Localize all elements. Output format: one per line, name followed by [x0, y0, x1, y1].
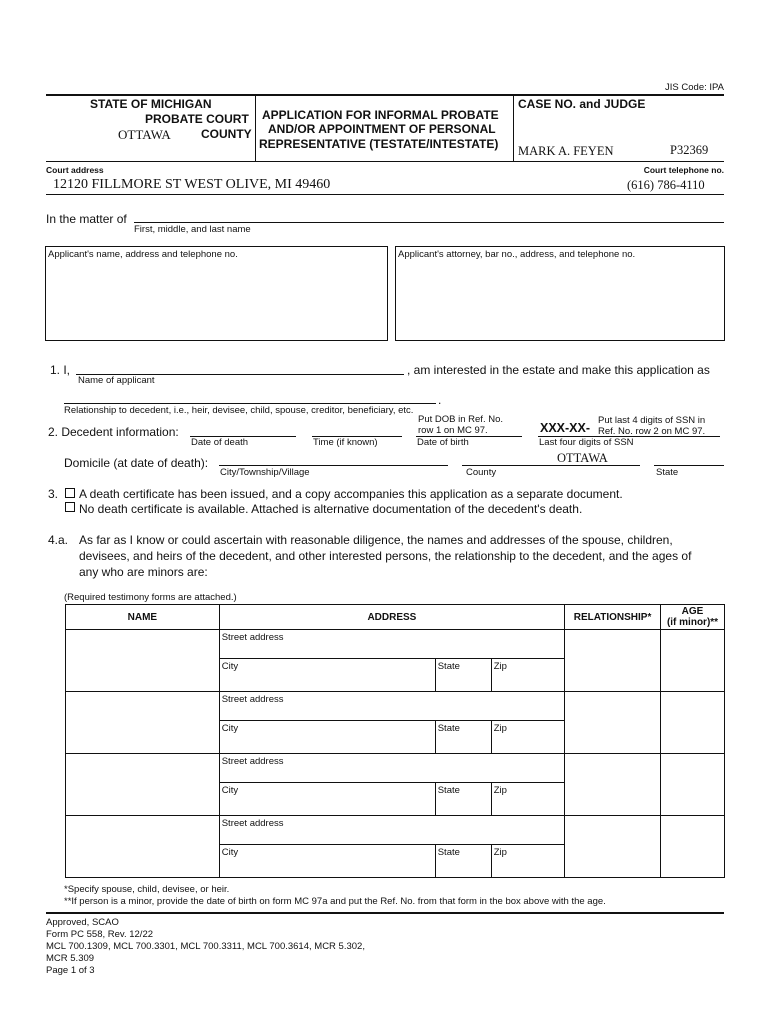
street-label: Street address	[221, 694, 284, 705]
address-cell	[219, 816, 564, 878]
address-cell	[219, 692, 564, 754]
relationship-period: .	[438, 393, 442, 407]
decedent-name-sublabel: First, middle, and last name	[134, 224, 251, 235]
court-address-label: Court address	[46, 165, 104, 175]
table-row	[66, 816, 725, 878]
footer-page: Page 1 of 3	[46, 965, 95, 976]
ssn-prefix: XXX-XX-	[540, 421, 591, 435]
age-cell[interactable]	[661, 754, 725, 816]
county-sublabel: County	[466, 467, 497, 478]
table-header-row	[66, 605, 725, 630]
table-row	[66, 754, 725, 816]
table-row	[66, 630, 725, 692]
applicant-name-sublabel: Name of applicant	[78, 375, 155, 386]
form-title-2: AND/OR APPOINTMENT OF PERSONAL	[268, 122, 496, 136]
county-name: OTTAWA	[118, 127, 171, 142]
state-label: State	[437, 785, 460, 796]
state-label: State	[437, 847, 460, 858]
decedent-name-field[interactable]	[134, 222, 724, 223]
state-cell[interactable]	[435, 721, 491, 753]
street-label: Street address	[221, 632, 284, 643]
relationship-field[interactable]	[64, 403, 436, 404]
table-row	[66, 692, 725, 754]
item3-option2: No death certificate is available. Attached is alternative documentation of the decedent's death.	[79, 502, 583, 516]
state-cell[interactable]	[435, 845, 491, 877]
header-bottom-rule	[46, 161, 724, 162]
city-field[interactable]	[219, 465, 448, 466]
address-rule	[46, 194, 724, 195]
case-judge-label: CASE NO. and JUDGE	[518, 97, 646, 111]
no-certificate-checkbox[interactable]	[65, 502, 75, 512]
county-label: COUNTY	[201, 127, 252, 141]
name-cell[interactable]	[66, 816, 220, 878]
item1-text: , am interested in the estate and make this application as	[407, 363, 710, 377]
street-field[interactable]	[220, 692, 564, 721]
city-label: City	[221, 847, 239, 858]
relationship-sublabel: Relationship to decedent, i.e., heir, devisee, child, spouse, creditor, beneficiary, etc.	[64, 405, 414, 416]
time-label: Time (if known)	[313, 437, 378, 448]
death-certificate-checkbox[interactable]	[65, 488, 75, 498]
address-cell	[219, 630, 564, 692]
relationship-cell[interactable]	[565, 630, 661, 692]
item4-text-2: devisees, and heirs of the decedent, and other interested persons, the relationship to the decedent, and the ages of	[79, 549, 692, 563]
item3-option1: A death certificate has been issued, and a copy accompanies this application as a separate document.	[79, 487, 623, 501]
state-cell[interactable]	[435, 659, 491, 691]
item4-text-3: any who are minors are:	[79, 565, 208, 579]
name-cell[interactable]	[66, 692, 220, 754]
header-top-rule	[46, 94, 724, 96]
state-field[interactable]	[654, 465, 724, 466]
state-label: State	[437, 723, 460, 734]
age-cell[interactable]	[661, 630, 725, 692]
interested-persons-table	[65, 604, 725, 878]
attorney-box-label: Applicant's attorney, bar no., address, and telephone no.	[398, 249, 636, 260]
court-label: PROBATE COURT	[145, 112, 249, 126]
ssn-note-1: Put last 4 digits of SSN in	[598, 415, 706, 426]
county-field[interactable]	[462, 465, 640, 466]
judge-bar-no: P32369	[670, 143, 709, 157]
footer-mcr: MCR 5.309	[46, 953, 95, 964]
ssn-note-2: Ref. No. row 2 on MC 97.	[598, 426, 706, 437]
judge-name: MARK A. FEYEN	[518, 144, 614, 158]
header-age-l1: AGE	[681, 606, 704, 617]
header-divider-right	[513, 95, 514, 161]
city-label: City	[221, 723, 239, 734]
name-cell[interactable]	[66, 630, 220, 692]
state-sublabel: State	[656, 467, 679, 478]
matter-label: In the matter of	[46, 212, 127, 226]
domicile-label: Domicile (at date of death):	[64, 456, 209, 470]
court-phone-label: Court telephone no.	[643, 165, 724, 175]
zip-cell[interactable]	[491, 845, 564, 877]
relationship-cell[interactable]	[565, 816, 661, 878]
footer-form-no: Form PC 558, Rev. 12/22	[46, 929, 154, 940]
city-sublabel: City/Township/Village	[220, 467, 310, 478]
street-field[interactable]	[220, 816, 564, 845]
footer-rule	[46, 912, 724, 914]
header-relationship: RELATIONSHIP*	[565, 605, 661, 630]
zip-label: Zip	[493, 785, 507, 796]
relationship-cell[interactable]	[565, 692, 661, 754]
item1-number: 1. I,	[50, 363, 71, 377]
age-cell[interactable]	[661, 692, 725, 754]
zip-cell[interactable]	[491, 659, 564, 691]
zip-label: Zip	[493, 847, 507, 858]
age-cell[interactable]	[661, 816, 725, 878]
header-address: ADDRESS	[219, 605, 564, 630]
item2-label: 2. Decedent information:	[48, 425, 179, 439]
zip-label: Zip	[493, 661, 507, 672]
testimony-note: (Required testimony forms are attached.)	[64, 592, 237, 603]
applicant-box-label: Applicant's name, address and telephone no.	[48, 249, 238, 260]
city-label: City	[221, 661, 239, 672]
state-cell[interactable]	[435, 783, 491, 815]
state-label: State	[437, 661, 460, 672]
applicant-info-box[interactable]	[45, 246, 388, 341]
item4-number: 4.a.	[48, 533, 69, 547]
header-age-l2: (if minor)**	[666, 617, 719, 628]
form-title-1: APPLICATION FOR INFORMAL PROBATE	[262, 108, 499, 122]
date-of-death-label: Date of death	[191, 437, 249, 448]
footnote-1: *Specify spouse, child, devisee, or heir.	[64, 884, 230, 895]
footer-mcl: MCL 700.1309, MCL 700.3301, MCL 700.3311, MCL 700.3614, MCR 5.302,	[46, 941, 365, 952]
zip-label: Zip	[493, 723, 507, 734]
street-field[interactable]	[220, 630, 564, 659]
header-age	[661, 605, 725, 630]
dob-label: Date of birth	[417, 437, 469, 448]
relationship-cell[interactable]	[565, 754, 661, 816]
ssn-label: Last four digits of SSN	[539, 437, 634, 448]
form-title-3: REPRESENTATIVE (TESTATE/INTESTATE)	[259, 137, 499, 151]
header-divider-left	[255, 95, 256, 161]
attorney-info-box[interactable]	[395, 246, 725, 341]
street-field[interactable]	[220, 754, 564, 783]
state-label: STATE OF MICHIGAN	[90, 97, 212, 111]
dob-note-2: row 1 on MC 97.	[418, 425, 488, 436]
county-value: OTTAWA	[557, 451, 608, 465]
city-label: City	[221, 785, 239, 796]
header-name: NAME	[66, 605, 220, 630]
address-cell	[219, 754, 564, 816]
item3-number: 3.	[48, 487, 59, 501]
name-cell[interactable]	[66, 754, 220, 816]
court-phone: (616) 786-4110	[627, 178, 705, 192]
court-address: 12120 FILLMORE ST WEST OLIVE, MI 49460	[53, 177, 331, 192]
footer-approved: Approved, SCAO	[46, 917, 119, 928]
zip-cell[interactable]	[491, 783, 564, 815]
zip-cell[interactable]	[491, 721, 564, 753]
footnote-2: **If person is a minor, provide the date of birth on form MC 97a and put the Ref. No. from that form in the box above with the age.	[64, 896, 606, 907]
dob-note-1: Put DOB in Ref. No.	[418, 414, 504, 425]
item4-text-1: As far as I know or could ascertain with reasonable diligence, the names and addresses of the spouse, children,	[79, 533, 673, 547]
street-label: Street address	[221, 756, 284, 767]
jis-code: JIS Code: IPA	[665, 82, 724, 93]
street-label: Street address	[221, 818, 284, 829]
